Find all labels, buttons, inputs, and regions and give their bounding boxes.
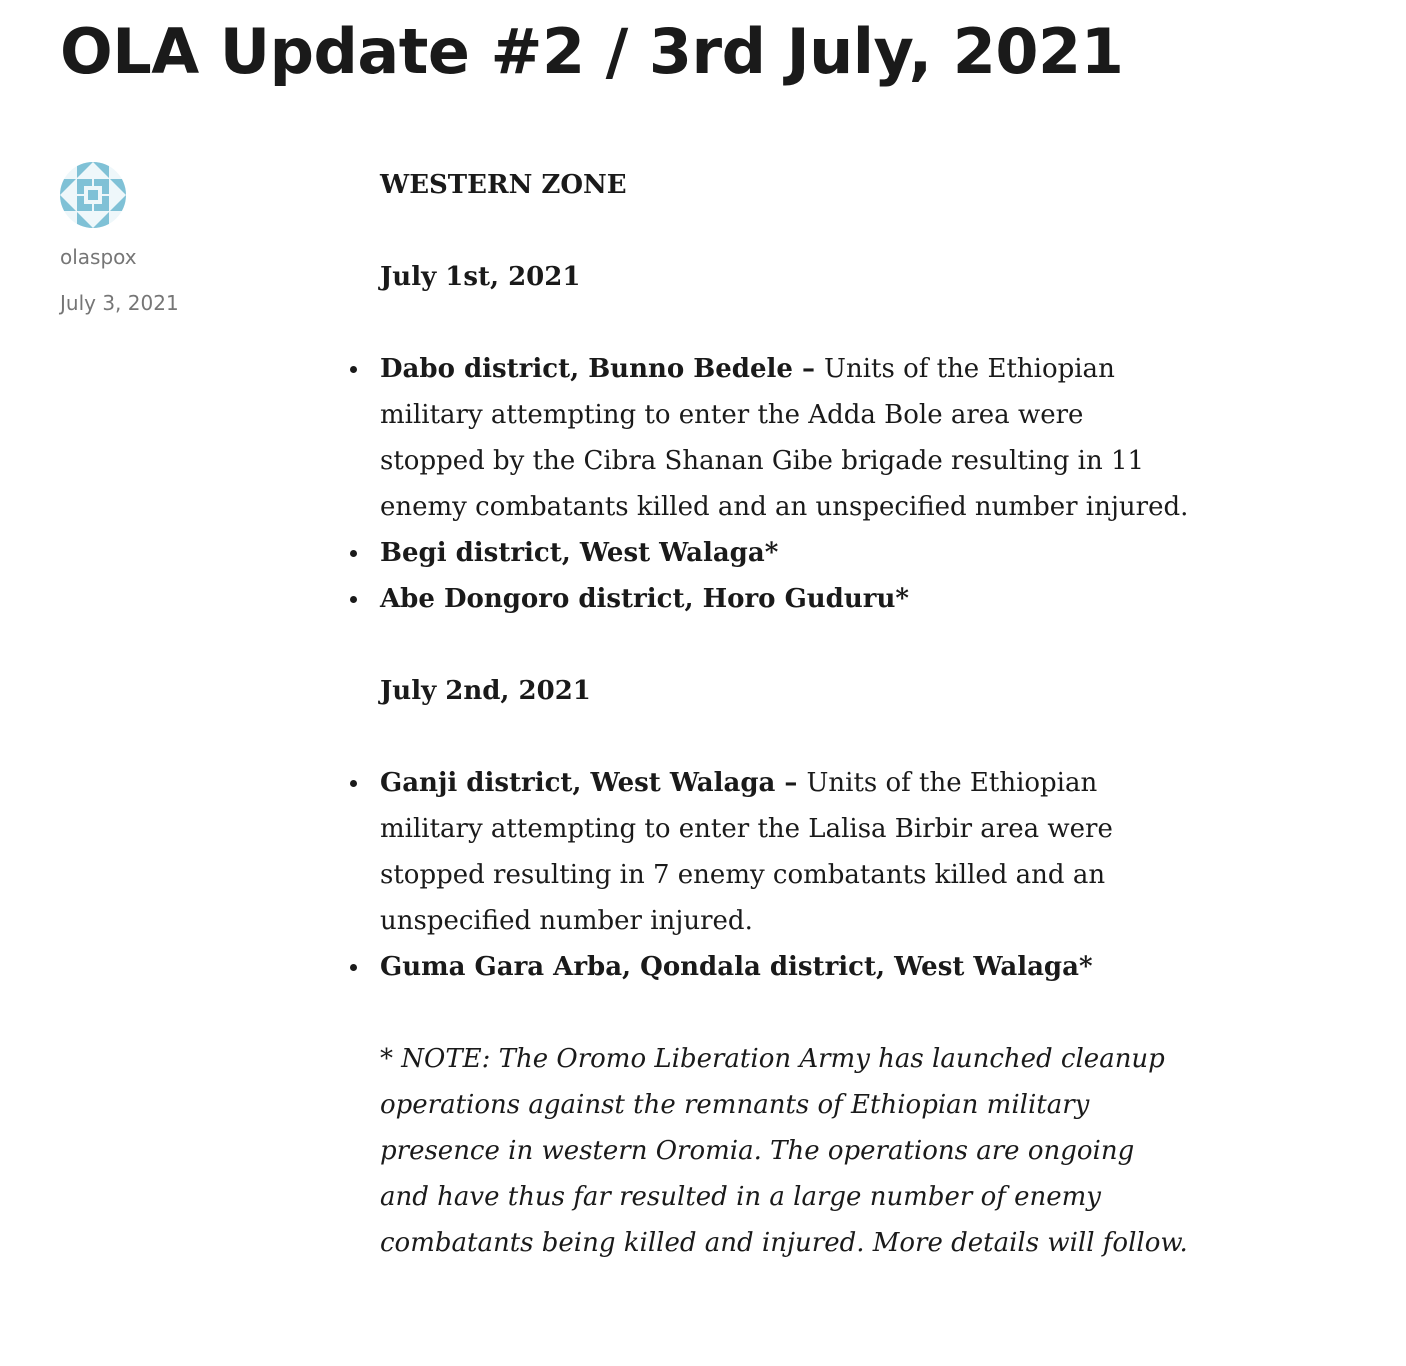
incident-list — [380, 760, 1190, 990]
day-heading: July 1st, 2021 — [380, 262, 581, 292]
incident-location: Begi district, West Walaga* — [380, 538, 779, 568]
post-content — [380, 162, 1190, 1266]
incident-text: Units of the Ethiopian military attempting to enter the Adda Bole area were stopped by the Cibra Shanan Gibe brigade resulting in 11 enemy combatants killed and an unspecified number injured. — [380, 354, 1189, 522]
list-item — [380, 944, 1190, 990]
incident-list — [380, 346, 1190, 622]
incident-location: Dabo district, Bunno Bedele — [380, 354, 793, 384]
incident-location: Guma Gara Arba, Qondala district, West Walaga* — [380, 952, 1093, 982]
list-item — [380, 346, 1190, 530]
author-link[interactable]: olaspox — [60, 245, 137, 269]
incident-location: Abe Dongoro district, Horo Guduru* — [380, 584, 909, 614]
incident-location: Ganji district, West Walaga — [380, 768, 776, 798]
list-item — [380, 760, 1190, 944]
incident-separator: – — [775, 768, 807, 798]
incident-separator: – — [792, 354, 825, 384]
post-title: OLA Update #2 / 3rd July, 2021 — [60, 15, 1124, 88]
list-item — [380, 530, 1190, 576]
author-avatar[interactable] — [60, 162, 126, 228]
note-paragraph: * NOTE: The Oromo Liberation Army has launched cleanup operations against the remnants of Ethiopian military presence in western Oromia. The operations are ongoing and have thus far resulted in a large number of enemy combatants being killed and injured. More details will follow. — [380, 1044, 1188, 1258]
day-heading: July 2nd, 2021 — [380, 676, 591, 706]
zone-heading: WESTERN ZONE — [380, 170, 627, 200]
post-meta — [60, 162, 280, 316]
incident-text: Units of the Ethiopian military attempting to enter the Lalisa Birbir area were stopped resulting in 7 enemy combatants killed and an unspecified number injured. — [380, 768, 1113, 936]
list-item — [380, 576, 1190, 622]
post-date-link[interactable]: July 3, 2021 — [60, 291, 179, 315]
identicon-avatar-icon — [60, 162, 126, 228]
